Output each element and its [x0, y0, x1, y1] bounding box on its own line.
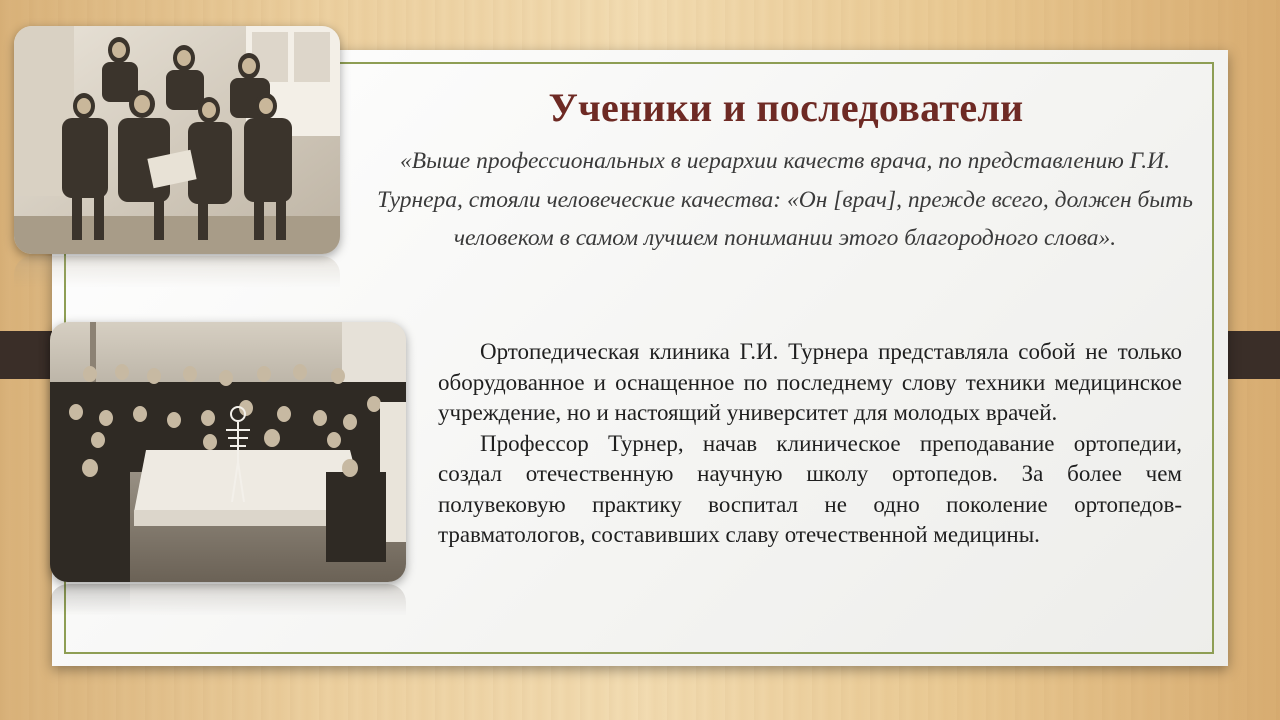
body-text — [438, 337, 1182, 551]
photo-reflection — [14, 256, 340, 326]
group-photo-students — [14, 26, 340, 254]
slide-title: Ученики и последователи — [548, 85, 1024, 130]
paragraph-school: Профессор Турнер, начав клиническое преподавание ортопедии, создал отечественную научную школу ортопедов. За более чем полувековую практику воспитал не одно поколение ортопедов-травматологов, составивших славу отечественной медицины. — [438, 430, 1182, 547]
group-photo-clinic — [50, 322, 406, 582]
paragraph-clinic: Ортопедическая клиника Г.И. Турнера представляла собой не только оборудованное и оснащенное по последнему слову техники медицинское учреждение, но и настоящий университет для молодых врачей. — [438, 339, 1182, 425]
photo-reflection — [50, 584, 406, 654]
turner-quote: «Выше профессиональных в иерархии качеств врача, по представлению Г.И. Турнера, стояли человеческие качества: «Он [врач], прежде всего, должен быть человеком в самом лучшем понимании этого благородного слова». — [377, 148, 1193, 251]
